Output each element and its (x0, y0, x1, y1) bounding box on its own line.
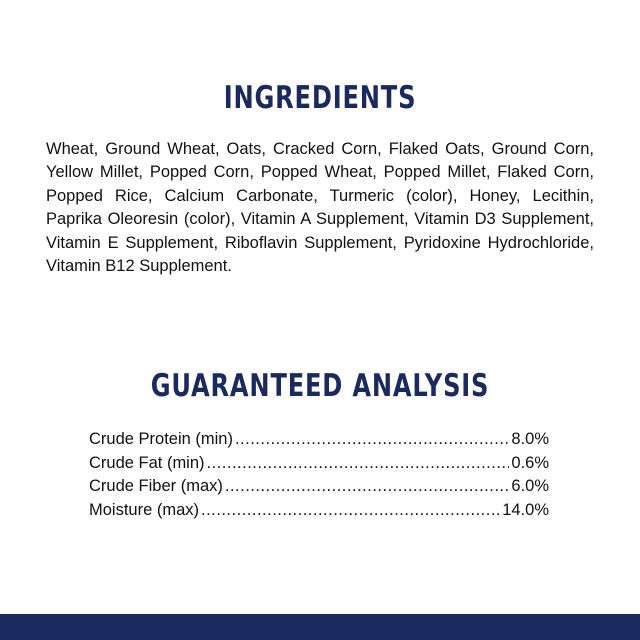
analysis-label: Moisture (max) (89, 500, 200, 519)
analysis-value: 8.0% (511, 430, 549, 448)
ingredients-heading: INGREDIENTS (223, 80, 417, 116)
analysis-label: Crude Fat (min) (89, 453, 205, 472)
analysis-row-crude-fiber (89, 475, 549, 499)
analysis-value: 6.0% (511, 477, 549, 496)
analysis-label: Crude Fiber (max) (89, 477, 223, 496)
analysis-value: 0.6% (511, 453, 549, 472)
dot-leader (235, 428, 509, 452)
analysis-row-crude-protein (89, 428, 549, 452)
analysis-label: Crude Protein (min) (89, 430, 233, 448)
guaranteed-analysis-table (89, 428, 549, 522)
dot-leader (201, 499, 500, 523)
dot-leader (225, 475, 510, 499)
guaranteed-analysis-heading: GUARANTEED ANALYSIS (150, 368, 490, 404)
footer-color-bar (0, 614, 640, 640)
dot-leader (207, 452, 510, 476)
ingredients-list: Wheat, Ground Wheat, Oats, Cracked Corn, Flaked Oats, Ground Corn, Yellow Millet, Popped Corn, Popped Wheat, Popped Millet, Flaked Corn, Popped Rice, Calcium Carbonate, Turmeric (color), Honey, Lecithin, Paprika Oleoresin (color), Vitamin A Supplement, Vitamin D3 Supplement, Vitamin E Supplement, Riboflavin Supplement, Pyridoxine Hydrochloride, Vitamin B12 Supplement. (46, 140, 594, 276)
analysis-value: 14.0% (502, 500, 549, 519)
analysis-row-crude-fat (89, 452, 549, 476)
analysis-row-moisture (89, 499, 549, 523)
